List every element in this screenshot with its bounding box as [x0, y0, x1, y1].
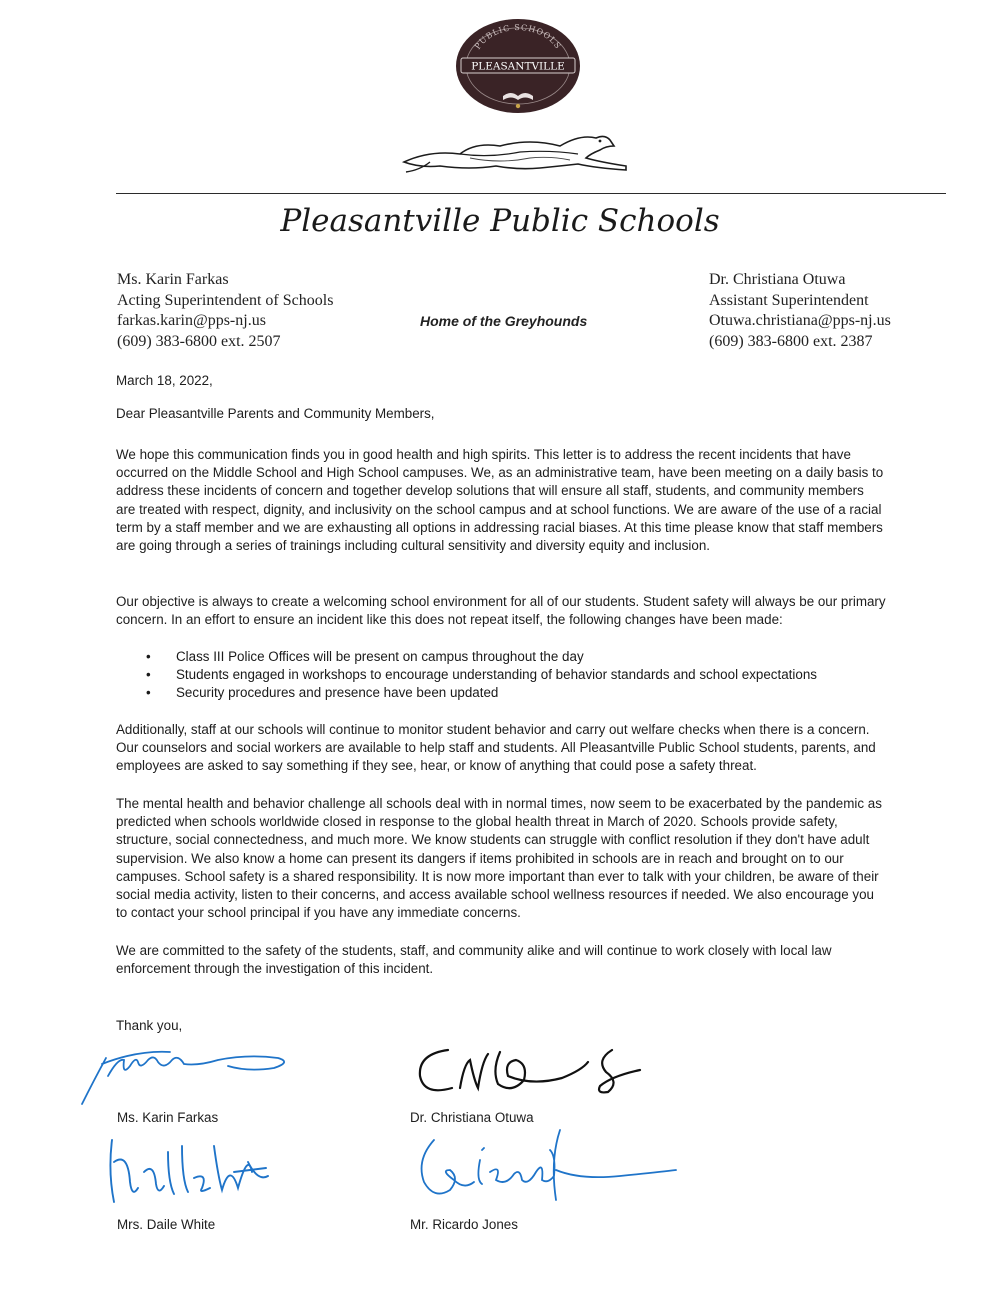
seal-ring-text: PUBLIC SCHOOLS — [473, 22, 563, 51]
right-contact-name: Dr. Christiana Otuwa — [709, 271, 846, 288]
bullet-icon: • — [146, 667, 151, 683]
letter-paragraph: Additionally, staff at our schools will continue to monitor student behavior and carry out welfare checks when there is a concern. Our counselors and social workers are available to help staff and students. All Pleasantville Public School students, parents, and employees are asked to say something if they see, hear, or know of anything that could pose a safety threat. — [116, 722, 876, 774]
signature-jones — [410, 1120, 690, 1210]
list-item: • Class III Police Offices will be present on campus throughout the day — [116, 648, 886, 666]
letter-paragraph: Our objective is always to create a welcoming school environment for all of our students. Student safety will always be our primary concern. In an effort to ensure an incident like this does not repeat itself, the following changes have been made: — [116, 594, 886, 628]
signatory-name: Mrs. Daile White — [117, 1217, 216, 1232]
letter-closing: Thank you, — [116, 1018, 183, 1033]
signature-farkas — [78, 1036, 318, 1108]
signatory-name: Mr. Ricardo Jones — [410, 1217, 518, 1232]
list-item: • Security procedures and presence have been updated — [116, 684, 886, 702]
left-contact-phone: (609) 383-6800 ext. 2507 — [117, 332, 281, 350]
right-contact-phone: (609) 383-6800 ext. 2387 — [709, 332, 873, 350]
signatory-name: Dr. Christiana Otuwa — [410, 1110, 534, 1125]
bullet-icon: • — [146, 685, 151, 701]
signature-otuwa — [412, 1040, 652, 1102]
left-contact-email[interactable]: farkas.karin@pps-nj.us — [117, 312, 266, 329]
seal-banner-text: PLEASANTVILLE — [471, 60, 565, 73]
bullet-icon: • — [146, 649, 151, 664]
signature-white — [98, 1132, 278, 1212]
left-contact-block — [117, 270, 333, 352]
right-contact-role: Assistant Superintendent — [709, 291, 869, 309]
letter-date: March 18, 2022, — [116, 373, 213, 388]
right-contact-block — [709, 270, 891, 352]
header-rule — [116, 193, 946, 194]
school-motto: Home of the Greyhounds — [420, 313, 588, 329]
page-title: Pleasantville Public Schools — [280, 203, 720, 239]
list-item: • Students engaged in workshops to encourage understanding of behavior standards and school expectations — [116, 666, 886, 684]
school-seal-logo — [455, 18, 581, 114]
changes-list — [116, 648, 886, 703]
right-contact-email[interactable]: Otuwa.christiana@pps-nj.us — [709, 312, 891, 329]
signatory-name: Ms. Karin Farkas — [117, 1110, 219, 1125]
letter-paragraph: We are committed to the safety of the students, staff, and community alike and will continue to work closely with local law enforcement through the investigation of this incident. — [116, 943, 832, 977]
letter-salutation: Dear Pleasantville Parents and Community Members, — [116, 406, 435, 421]
greyhound-icon — [400, 128, 632, 180]
left-contact-name: Ms. Karin Farkas — [117, 271, 229, 288]
left-contact-role: Acting Superintendent of Schools — [117, 291, 334, 309]
letter-paragraph: The mental health and behavior challenge all schools deal with in normal times, now seem to be exacerbated by the pandemic as predicted when schools worldwide closed in response to the global health threat in March of 2020. Schools provide safety, structure, social connectedness, and much more. We know students can struggle with conflict resolution if they don't have adult supervision. We also know a home can present its dangers if items prohibited in schools are in reach and brought on to our campuses. School safety is a shared responsibility. It is now more important than ever to talk with your children, be aware of their social media activity, listen to their concerns, and access available school wellness resources if needed. We also encourage you to contact your school principal if you have any immediate concerns. — [116, 796, 882, 921]
letter-paragraph: We hope this communication finds you in good health and high spirits. This letter is to address the recent incidents that have occurred on the Middle School and High School campuses. We, as an administrative team, have been meeting on a daily basis to address these incidents of concern and together develop solutions that will ensure all staff, students, and community members are treated with respect, dignity, and inclusivity on the school campus and at school functions. We are aware of the use of a racial term by a staff member and we are exhausting all options in addressing racial biases. At this time please know that staff members are going through a series of trainings including cultural sensitivity and diversity equity and inclusion. — [116, 447, 884, 554]
